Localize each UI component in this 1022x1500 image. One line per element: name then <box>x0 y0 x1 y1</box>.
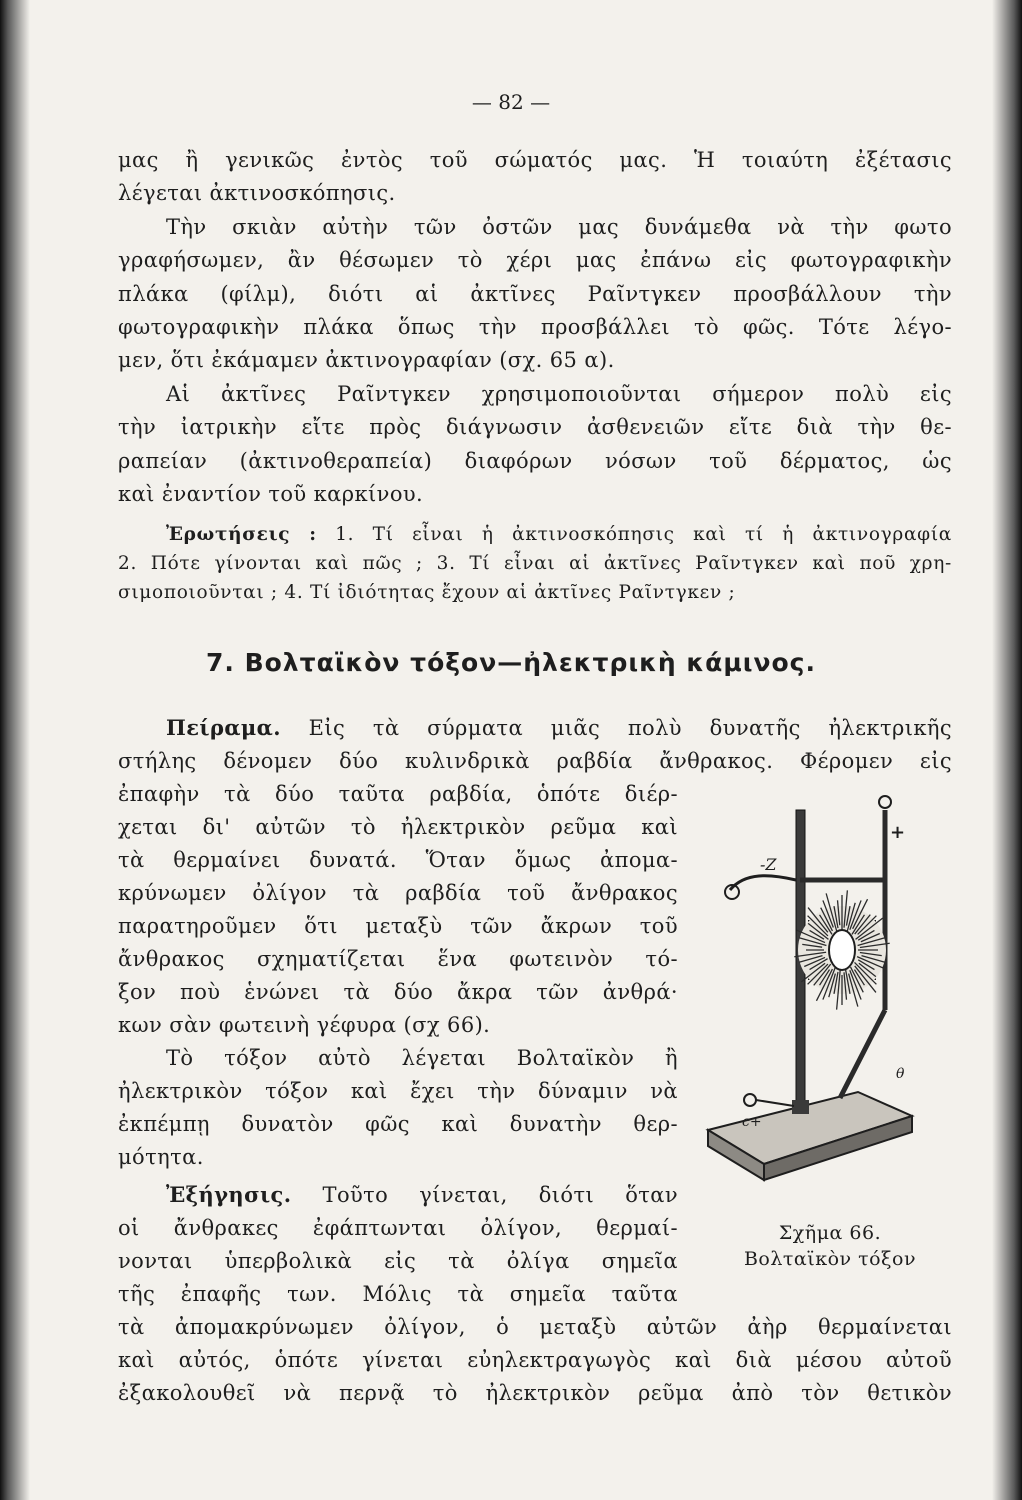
text-line: στήλης δένομεν δύο κυλινδρικὰ ραβδία ἄνθρακος. Φέρομεν εἰς <box>118 749 952 773</box>
text-line: τὰ ἀπομακρύνωμεν ὀλίγον, ὁ μεταξὺ αὐτῶν ἀὴρ θερμαίνεται <box>118 1315 952 1339</box>
figure-bottom-clamp <box>744 1094 756 1106</box>
section-heading: 7. Βολταϊκὸν τόξον—ἠλεκτρικὴ κάμινος. <box>205 648 817 677</box>
text-line: καὶ ἐναντίον τοῦ καρκίνου. <box>118 482 424 506</box>
figure-caption-number: Σχῆμα 66. <box>778 1222 882 1244</box>
text-line: ἐκπέμπῃ δυνατὸν φῶς καὶ δυνατὴν θερ- <box>118 1112 678 1136</box>
text-line: τῆς ἐπαφῆς των. Μόλις τὰ σημεῖα ταῦτα <box>118 1282 678 1306</box>
page-number: — 82 — <box>471 90 551 114</box>
text-line: γραφήσωμεν, ἂν θέσωμεν τὸ χέρι μας ἐπάνω εἰς φωτογραφικὴν <box>118 248 952 272</box>
text-line: ἐπαφὴν τὰ δύο ταῦτα ραβδία, ὁπότε διέρ- <box>118 782 678 806</box>
voltaic-arc-figure <box>690 780 960 1220</box>
questions-text: 1. Τί εἶναι ἡ ἀκτινοσκόπησις καὶ τί ἡ ἀκτινογραφία <box>335 524 952 545</box>
questions-label: Ἐρωτήσεις : <box>166 524 317 545</box>
text-line: Τὴν σκιὰν αὐτὴν τῶν ὀστῶν μας δυνάμεθα νὰ τὴν φωτο <box>166 215 952 239</box>
text-line: Αἱ ἀκτῖνες Ραῖντγκεν χρησιμοποιοῦνται σήμερον πολὺ εἰς <box>166 382 952 406</box>
text-line: Τὸ τόξον αὐτὸ λέγεται Βολταϊκὸν ἢ <box>166 1046 678 1070</box>
right-scan-shadow <box>992 0 1022 1500</box>
text-line: ραπείαν (ἀκτινοθεραπεία) διαφόρων νόσων τοῦ δέρματος, ὡς <box>118 449 952 473</box>
experiment-text: Εἰς τὰ σύρματα μιᾶς πολὺ δυνατῆς ἠλεκτρικῆς <box>308 716 952 740</box>
figure-arc-core <box>829 930 855 970</box>
text-line: λέγεται ἀκτινοσκόπησις. <box>118 181 396 205</box>
text-line: ξον ποὺ ἑνώνει τὰ δύο ἄκρα τῶν ἀνθρά· <box>118 980 678 1004</box>
explanation-first-line <box>118 1180 678 1210</box>
text-line: κρύνωμεν ὀλίγον τὰ ραβδία τοῦ ἄνθρακος <box>118 881 678 905</box>
text-line: ἄνθρακος σχηματίζεται ἕνα φωτεινὸν τό- <box>118 947 678 971</box>
figure-label-c: c+ <box>742 1114 762 1130</box>
text-line: νονται ὑπερβολικὰ εἰς τὰ ὀλίγα σημεῖα <box>118 1249 678 1273</box>
text-line: μας ἢ γενικῶς ἐντὸς τοῦ σώματός μας. Ἡ τοιαύτη ἐξέτασις <box>118 148 952 172</box>
figure-label-minus: -Z <box>760 855 777 874</box>
text-line: τὰ θερμαίνει δυνατά. Ὅταν ὅμως ἀπομα- <box>118 848 678 872</box>
experiment-first-line <box>118 713 952 743</box>
text-line: μότητα. <box>118 1145 204 1169</box>
text-line: κων σὰν φωτεινὴ γέφυρα (σχ 66). <box>118 1013 491 1037</box>
explanation-text: Τοῦτο γίνεται, διότι ὅταν <box>322 1183 678 1207</box>
questions-line: σιμοποιοῦνται ; 4. Τί ἰδιότητας ἔχουν αἱ ἀκτῖνες Ραῖντγκεν ; <box>118 582 736 603</box>
text-line: τὴν ἰατρικὴν εἴτε πρὸς διάγνωσιν ἀσθενειῶν εἴτε διὰ τὴν θε- <box>118 415 952 439</box>
text-line: μεν, ὅτι ἐκάμαμεν ἀκτινογραφίαν (σχ. 65 α). <box>118 348 615 372</box>
figure-left-wire <box>730 876 796 890</box>
experiment-label: Πείραμα. <box>166 715 281 740</box>
text-line: καὶ αὐτός, ὁπότε γίνεται εὐηλεκτραγωγὸς καὶ διὰ μέσου αὐτοῦ <box>118 1348 952 1372</box>
text-line: φωτογραφικὴν πλάκα ὅπως τὴν προσβάλλει τὸ φῶς. Τότε λέγο- <box>118 315 952 339</box>
text-line: ἐξακολουθεῖ νὰ περνᾷ τὸ ἠλεκτρικὸν ρεῦμα ἀπὸ τὸν θετικὸν <box>118 1381 952 1405</box>
figure-label-b: θ <box>896 1066 905 1082</box>
questions-line: 2. Πότε γίνονται καὶ πῶς ; 3. Τί εἶναι αἱ ἀκτῖνες Ραῖντγκεν καὶ ποῦ χρη- <box>118 553 952 574</box>
questions-line <box>118 520 952 550</box>
text-line: οἱ ἄνθρακες ἐφάπτωνται ὀλίγον, θερμαί- <box>118 1216 678 1240</box>
figure-top-knob <box>879 796 891 808</box>
figure-bottom-wire <box>756 1100 794 1106</box>
figure-caption-title: Βολταϊκὸν τόξον <box>743 1248 917 1270</box>
figure-label-plus: + <box>890 822 906 843</box>
text-line: πλάκα (φίλμ), διότι αἱ ἀκτῖνες Ραῖντγκεν προσβάλλουν τὴν <box>118 282 952 306</box>
text-line: ἠλεκτρικὸν τόξον καὶ ἔχει τὴν δύναμιν νὰ <box>118 1079 678 1103</box>
left-scan-shadow <box>0 0 30 1500</box>
figure-right-pillar-lower <box>840 1010 885 1098</box>
explanation-label: Ἐξήγησις. <box>166 1182 292 1207</box>
text-line: παρατηροῦμεν ὅτι μεταξὺ τῶν ἄκρων τοῦ <box>118 914 678 938</box>
text-line: χεται δι' αὐτῶν τὸ ἠλεκτρικὸν ρεῦμα καὶ <box>118 815 678 839</box>
figure-pillar-foot <box>792 1100 809 1114</box>
